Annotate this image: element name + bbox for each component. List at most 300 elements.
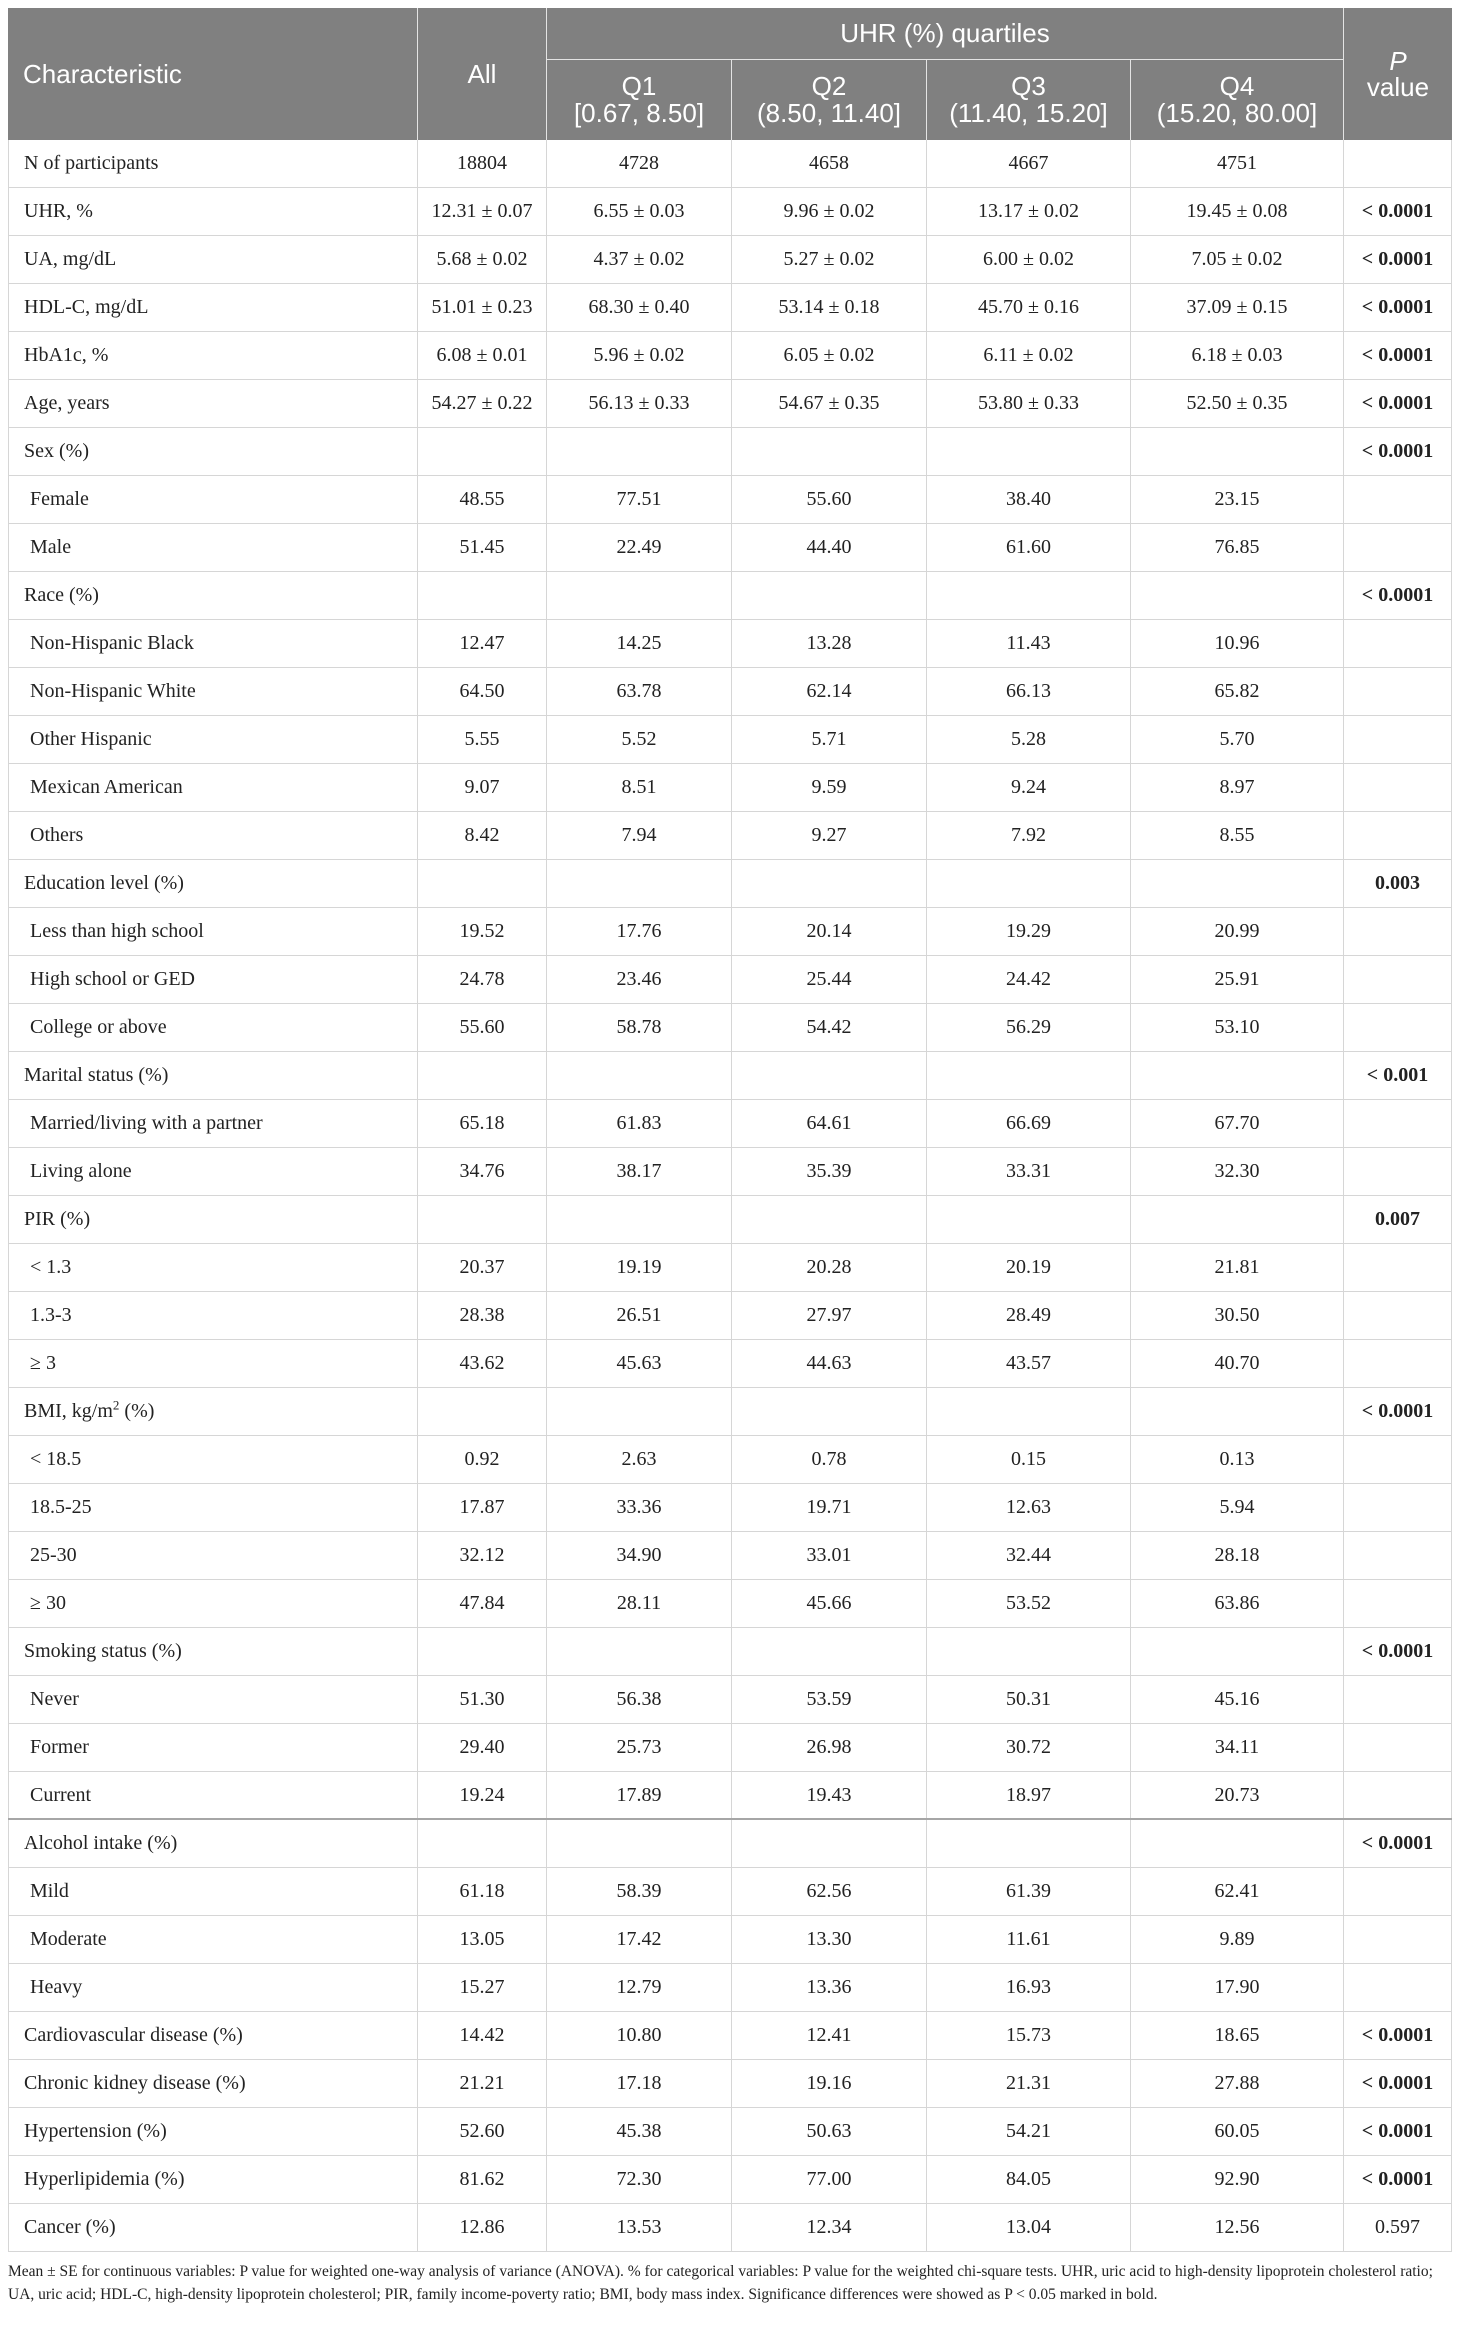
value-all [418,1196,547,1243]
row-label-text [30,1304,72,1327]
value-q2: 50.63 [732,2108,927,2155]
value-q3: 7.92 [927,812,1131,859]
value-q4: 0.13 [1131,1436,1344,1483]
value-q1: 34.90 [547,1532,732,1579]
row-label [8,1196,418,1243]
value-all: 13.05 [418,1916,547,1963]
row-label-main: Other Hispanic [30,728,152,750]
value-all: 0.92 [418,1436,547,1483]
value-q1: 17.42 [547,1916,732,1963]
row-label-main: Living alone [30,1160,132,1182]
value-q2: 44.40 [732,524,927,571]
p-value [1344,1292,1452,1339]
value-q4: 30.50 [1131,1292,1344,1339]
value-q3: 66.69 [927,1100,1131,1147]
value-q3: 16.93 [927,1964,1131,2011]
value-q4 [1131,428,1344,475]
value-q2: 55.60 [732,476,927,523]
column-header-p-value [1344,8,1452,140]
value-all [418,1052,547,1099]
row-label-text [30,968,195,991]
value-q2: 53.14 ± 0.18 [732,284,927,331]
p-value [1344,764,1452,811]
value-all: 32.12 [418,1532,547,1579]
value-q1: 4728 [547,140,732,187]
value-q4: 20.99 [1131,908,1344,955]
value-all: 29.40 [418,1724,547,1771]
value-q4: 53.10 [1131,1004,1344,1051]
table-row [8,1340,1452,1388]
table-row [8,380,1452,428]
value-q1 [547,860,732,907]
table-row [8,1868,1452,1916]
row-label-text [24,440,89,463]
row-label [8,860,418,907]
table-row [8,1388,1452,1436]
value-all: 18804 [418,140,547,187]
p-value [1344,1724,1452,1771]
value-q3: 4667 [927,140,1131,187]
value-q3 [927,1196,1131,1243]
value-q2: 20.28 [732,1244,927,1291]
row-label [8,1484,418,1531]
value-q2 [732,1820,927,1867]
p-value [1344,1532,1452,1579]
table-row [8,1820,1452,1868]
value-q2: 26.98 [732,1724,927,1771]
row-label-suffix: (%) [119,1400,155,1422]
table-row [8,1052,1452,1100]
value-q4: 63.86 [1131,1580,1344,1627]
row-label [8,476,418,523]
value-q1: 6.55 ± 0.03 [547,188,732,235]
value-q4: 37.09 ± 0.15 [1131,284,1344,331]
value-all: 12.86 [418,2204,547,2251]
row-label-main: Hypertension (%) [24,2120,167,2142]
column-header-all: All [418,8,547,140]
value-q4 [1131,572,1344,619]
table-row [8,1532,1452,1580]
value-q4: 9.89 [1131,1916,1344,1963]
p-value: < 0.0001 [1344,572,1452,619]
p-value [1344,956,1452,1003]
value-all: 19.52 [418,908,547,955]
table-row [8,1436,1452,1484]
p-value [1344,1964,1452,2011]
value-q3: 13.04 [927,2204,1131,2251]
p-value [1344,1580,1452,1627]
value-q4: 40.70 [1131,1340,1344,1387]
row-label [8,2012,418,2059]
value-q1: 58.78 [547,1004,732,1051]
value-q2: 5.27 ± 0.02 [732,236,927,283]
row-label-main: N of participants [24,152,159,174]
table-row [8,1484,1452,1532]
row-label [8,1868,418,1915]
row-label-main: Cardiovascular disease (%) [24,2024,243,2046]
value-q3: 45.70 ± 0.16 [927,284,1131,331]
table-row [8,1916,1452,1964]
p-value [1344,1676,1452,1723]
value-q2: 19.71 [732,1484,927,1531]
quartile-range: (11.40, 15.20] [949,98,1108,128]
value-q3: 32.44 [927,1532,1131,1579]
row-label [8,1004,418,1051]
row-label-main: Age, years [24,392,110,414]
column-header-q1 [547,60,732,140]
value-q4: 28.18 [1131,1532,1344,1579]
value-q4: 18.65 [1131,2012,1344,2059]
row-label-main: 1.3-3 [30,1304,72,1326]
row-label-superscript: 2 [112,1397,120,1413]
row-label [8,524,418,571]
row-label-text [30,1016,167,1039]
value-all: 43.62 [418,1340,547,1387]
value-q3: 53.80 ± 0.33 [927,380,1131,427]
p-value [1344,1436,1452,1483]
p-value [1344,1868,1452,1915]
table-row [8,2060,1452,2108]
value-q2: 12.41 [732,2012,927,2059]
row-label [8,188,418,235]
value-q2: 13.36 [732,1964,927,2011]
value-q1: 17.18 [547,2060,732,2107]
row-label [8,380,418,427]
row-label-text [30,1448,81,1471]
value-q1: 25.73 [547,1724,732,1771]
value-q3: 24.42 [927,956,1131,1003]
value-q1: 77.51 [547,476,732,523]
table-row [8,1964,1452,2012]
table-row [8,524,1452,572]
table-row [8,428,1452,476]
value-q2: 6.05 ± 0.02 [732,332,927,379]
column-header-characteristic: Characteristic [8,8,418,140]
row-label-text [30,1352,56,1375]
row-label [8,1052,418,1099]
row-label [8,1724,418,1771]
value-q1 [547,428,732,475]
row-label-text [30,1592,66,1615]
row-label-text [30,824,83,847]
value-q4: 8.97 [1131,764,1344,811]
row-label [8,716,418,763]
value-all [418,1388,547,1435]
quartile-name: Q2 [811,71,847,101]
value-q1: 5.52 [547,716,732,763]
value-q1: 8.51 [547,764,732,811]
value-q1: 13.53 [547,2204,732,2251]
table-row [8,1292,1452,1340]
value-q2: 20.14 [732,908,927,955]
row-label [8,1676,418,1723]
value-q1: 7.94 [547,812,732,859]
value-q2: 77.00 [732,2156,927,2203]
row-label [8,1436,418,1483]
value-q3 [927,1388,1131,1435]
row-label-text [24,2168,185,2191]
value-all: 24.78 [418,956,547,1003]
row-label-text [30,680,196,703]
row-label-main: Education level (%) [24,872,184,894]
value-q3: 61.39 [927,1868,1131,1915]
value-q3: 38.40 [927,476,1131,523]
value-q2: 13.28 [732,620,927,667]
value-q3: 54.21 [927,2108,1131,2155]
row-label-text [30,1784,91,1807]
value-q1: 58.39 [547,1868,732,1915]
value-q2: 62.56 [732,1868,927,1915]
p-value [1344,1244,1452,1291]
row-label-main: PIR (%) [24,1208,91,1230]
row-label-text [30,1112,263,1135]
value-q3: 84.05 [927,2156,1131,2203]
p-value: < 0.0001 [1344,332,1452,379]
p-value [1344,476,1452,523]
value-q2: 54.67 ± 0.35 [732,380,927,427]
p-value [1344,1484,1452,1531]
row-label-main: ≥ 30 [30,1592,66,1614]
row-label-main: < 18.5 [30,1448,82,1470]
value-q3: 21.31 [927,2060,1131,2107]
value-q4: 65.82 [1131,668,1344,715]
table-row [8,572,1452,620]
value-all: 21.21 [418,2060,547,2107]
value-q1: 17.89 [547,1772,732,1818]
value-all: 64.50 [418,668,547,715]
row-label-text [24,1640,182,1663]
value-q3: 53.52 [927,1580,1131,1627]
p-value: < 0.0001 [1344,188,1452,235]
table-row [8,1580,1452,1628]
table-footnote: Mean ± SE for continuous variables: P value for weighted one-way analysis of variance (ANOVA). % for categorical variables: P value for the weighted chi-square tests. UHR, uric acid to high-density lipoprotein cholesterol ratio; UA, uric acid; HDL-C, high-density lipoprotein cholesterol; PIR, family income-poverty ratio; BMI, body mass index. Significance differences were showed as P < 0.05 marked in bold. [8,2263,1433,2303]
row-label [8,2060,418,2107]
row-label-main: Race (%) [24,584,99,606]
row-label-text [24,2216,116,2239]
value-all: 28.38 [418,1292,547,1339]
value-q3 [927,860,1131,907]
p-value: < 0.0001 [1344,428,1452,475]
value-q3: 9.24 [927,764,1131,811]
row-label-text [24,1208,90,1231]
value-q4: 92.90 [1131,2156,1344,2203]
p-value [1344,1100,1452,1147]
value-q3: 6.00 ± 0.02 [927,236,1131,283]
quartile-range: [0.67, 8.50] [573,98,705,128]
row-label-main: UHR, % [24,200,93,222]
value-q4: 23.15 [1131,476,1344,523]
p-value-word: value [1366,72,1430,102]
value-q4 [1131,1820,1344,1867]
row-label-main: Heavy [30,1976,83,1998]
row-label [8,140,418,187]
value-q1: 38.17 [547,1148,732,1195]
value-q1 [547,1196,732,1243]
value-q3: 56.29 [927,1004,1131,1051]
value-all: 48.55 [418,476,547,523]
table-row [8,1772,1452,1820]
value-q1: 23.46 [547,956,732,1003]
value-q4 [1131,1628,1344,1675]
table-row [8,812,1452,860]
row-label-text [30,776,183,799]
row-label [8,956,418,1003]
row-label-text [24,1064,168,1087]
quartile-name: Q3 [1011,71,1046,101]
value-q2: 62.14 [732,668,927,715]
row-label [8,1772,418,1818]
row-label-text [30,1736,89,1759]
table-row [8,860,1452,908]
value-q4: 5.94 [1131,1484,1344,1531]
row-label [8,620,418,667]
value-q4 [1131,1052,1344,1099]
p-value: < 0.0001 [1344,1388,1452,1435]
value-q1: 4.37 ± 0.02 [547,236,732,283]
value-q3: 33.31 [927,1148,1131,1195]
row-label-main: Current [30,1783,92,1806]
row-label [8,668,418,715]
p-value [1344,1340,1452,1387]
value-q4: 27.88 [1131,2060,1344,2107]
value-q1: 12.79 [547,1964,732,2011]
p-value [1344,1916,1452,1963]
row-label-text [30,1688,79,1711]
value-q2: 13.30 [732,1916,927,1963]
table-row [8,620,1452,668]
row-label-text [24,152,158,175]
row-label [8,2108,418,2155]
value-all: 51.45 [418,524,547,571]
row-label [8,1148,418,1195]
value-q1: 5.96 ± 0.02 [547,332,732,379]
p-value [1344,524,1452,571]
table-row [8,956,1452,1004]
value-all: 51.01 ± 0.23 [418,284,547,331]
row-label [8,1628,418,1675]
row-label-text [30,1256,71,1279]
value-q4: 5.70 [1131,716,1344,763]
row-label-text [30,920,204,943]
table-row [8,2204,1452,2252]
value-q4: 7.05 ± 0.02 [1131,236,1344,283]
value-q1: 56.38 [547,1676,732,1723]
value-q3: 28.49 [927,1292,1131,1339]
table-row [8,332,1452,380]
value-q4: 52.50 ± 0.35 [1131,380,1344,427]
row-label-text [24,248,116,271]
row-label-text [30,488,89,511]
value-q4: 45.16 [1131,1676,1344,1723]
value-q4: 76.85 [1131,524,1344,571]
value-q1: 26.51 [547,1292,732,1339]
value-q4 [1131,1196,1344,1243]
value-q2: 64.61 [732,1100,927,1147]
value-q3: 19.29 [927,908,1131,955]
value-q4: 60.05 [1131,2108,1344,2155]
p-value: 0.003 [1344,860,1452,907]
p-value [1344,812,1452,859]
row-label-text [24,2072,246,2095]
value-q1: 63.78 [547,668,732,715]
row-label [8,236,418,283]
value-q2: 9.96 ± 0.02 [732,188,927,235]
value-q2: 19.16 [732,2060,927,2107]
p-value [1344,620,1452,667]
value-all: 5.68 ± 0.02 [418,236,547,283]
quartile-range: (15.20, 80.00] [1156,98,1318,128]
value-q3: 66.13 [927,668,1131,715]
row-label [8,1820,418,1867]
row-label-main: Cancer (%) [24,2216,116,2238]
table-row [8,140,1452,188]
value-q2 [732,572,927,619]
value-q1: 56.13 ± 0.33 [547,380,732,427]
row-label-main: Never [30,1688,79,1710]
value-all: 6.08 ± 0.01 [418,332,547,379]
value-all: 15.27 [418,1964,547,2011]
value-q1: 33.36 [547,1484,732,1531]
value-q2 [732,1628,927,1675]
value-q3: 13.17 ± 0.02 [927,188,1131,235]
row-label-text [30,1544,77,1567]
value-q1: 61.83 [547,1100,732,1147]
row-label-main: Non-Hispanic Black [30,632,194,654]
value-q4: 12.56 [1131,2204,1344,2251]
value-q2: 35.39 [732,1148,927,1195]
value-q4: 67.70 [1131,1100,1344,1147]
value-q4: 32.30 [1131,1148,1344,1195]
row-label-text [30,536,71,559]
table-row [8,2012,1452,2060]
value-q3 [927,1628,1131,1675]
table-row [8,188,1452,236]
p-value: < 0.0001 [1344,284,1452,331]
row-label-main: Others [30,824,84,846]
row-label [8,1580,418,1627]
row-label-text [24,2024,243,2047]
value-q2: 44.63 [732,1340,927,1387]
value-q4: 34.11 [1131,1724,1344,1771]
value-all: 65.18 [418,1100,547,1147]
row-label [8,1244,418,1291]
value-all: 8.42 [418,812,547,859]
value-all: 19.24 [418,1772,547,1818]
value-q2: 9.27 [732,812,927,859]
table-row [8,1724,1452,1772]
value-q3 [927,428,1131,475]
value-q2 [732,1388,927,1435]
row-label-main: Hyperlipidemia (%) [24,2168,185,2190]
value-q2 [732,1196,927,1243]
row-label-main: UA, mg/dL [24,248,117,270]
p-value [1344,1004,1452,1051]
value-all: 47.84 [418,1580,547,1627]
row-label [8,1340,418,1387]
p-value: < 0.0001 [1344,2156,1452,2203]
p-value: < 0.0001 [1344,2108,1452,2155]
row-label-text [24,584,99,607]
p-value: < 0.0001 [1344,2060,1452,2107]
value-all [418,1628,547,1675]
row-label-main: Female [30,488,89,510]
p-value [1344,140,1452,187]
value-q4: 4751 [1131,140,1344,187]
row-label-main: HDL-C, mg/dL [24,296,149,318]
value-q4: 25.91 [1131,956,1344,1003]
value-all [418,860,547,907]
value-q1 [547,1052,732,1099]
